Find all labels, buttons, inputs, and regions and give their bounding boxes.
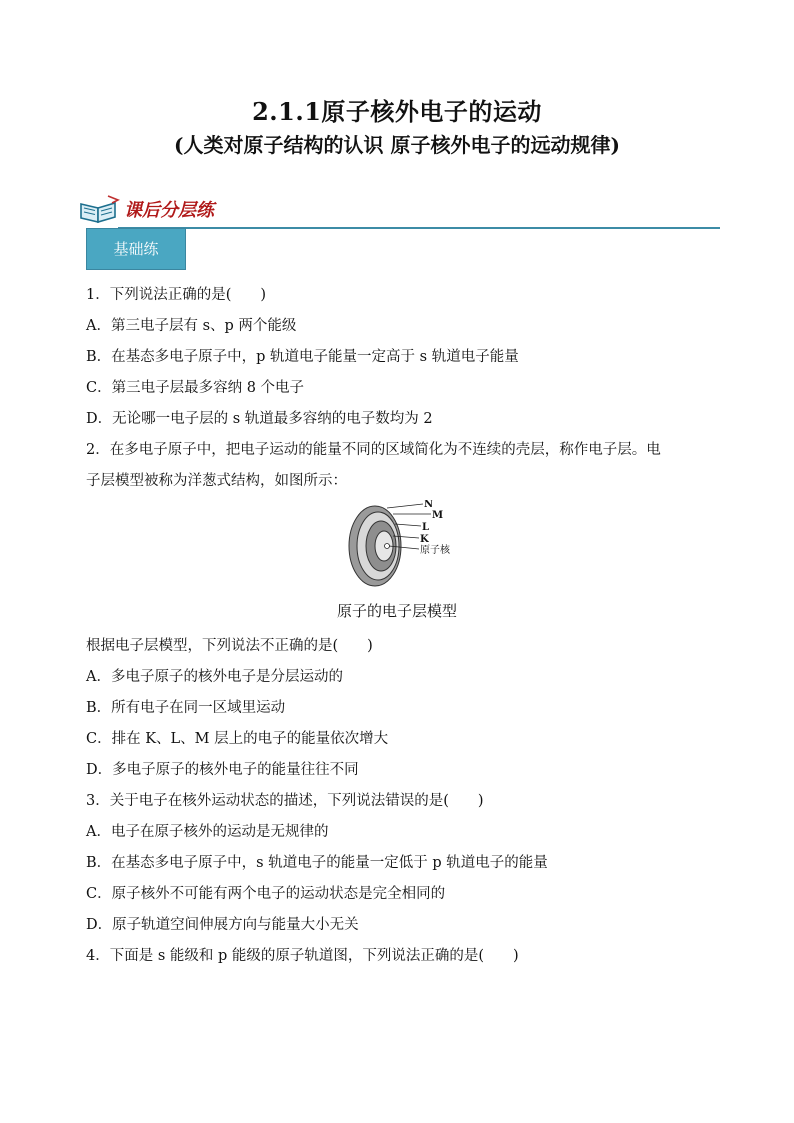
- question-1-option-b: B．在基态多电子原子中，p 轨道电子能量一定高于 s 轨道电子能量: [86, 349, 519, 365]
- question-2-stem-line-2: 子层模型被称为洋葱式结构，如图所示：: [86, 473, 347, 489]
- question-3-option-d: D．原子轨道空间伸展方向与能量大小无关: [86, 917, 359, 933]
- question-2-stem-line-1: 2．在多电子原子中，把电子运动的能量不同的区域简化为不连续的壳层，称作电子层。电: [86, 442, 661, 458]
- question-3-option-b: B．在基态多电子原子中，s 轨道电子的能量一定低于 p 轨道电子的能量: [86, 855, 548, 871]
- page-subtitle: (人类对原子结构的认识 原子核外电子的远动规律): [174, 133, 620, 157]
- question-2-option-b: B．所有电子在同一区域里运动: [86, 700, 286, 716]
- question-2-stem-line-3: 根据电子层模型，下列说法不正确的是( ): [86, 638, 373, 654]
- question-4-stem: 4．下面是 s 能级和 p 能级的原子轨道图，下列说法正确的是( ): [86, 948, 519, 964]
- figure-caption: 原子的电子层模型: [336, 602, 457, 620]
- question-2-option-c: C．排在 K、L、M 层上的电子的能量依次增大: [86, 731, 389, 747]
- nucleus-label: 原子核: [420, 545, 450, 556]
- question-1-option-d: D．无论哪一电子层的 s 轨道最多容纳的电子数均为 2: [86, 411, 433, 427]
- shell-label-k: K: [420, 534, 429, 545]
- question-1-stem: 1．下列说法正确的是( ): [86, 287, 267, 303]
- electron-shell-figure: [347, 500, 467, 592]
- question-3-stem: 3．关于电子在核外运动状态的描述，下列说法错误的是( ): [86, 793, 484, 809]
- shell-label-l: L: [422, 522, 430, 533]
- shell-label-n: N: [424, 500, 434, 510]
- nucleus: [385, 544, 390, 549]
- section-divider: [118, 227, 720, 229]
- shell-label-m: M: [432, 510, 444, 521]
- question-2-option-d: D．多电子原子的核外电子的能量往往不同: [86, 762, 359, 778]
- question-2-option-a: A．多电子原子的核外电子是分层运动的: [86, 669, 343, 685]
- section-header: [78, 190, 720, 230]
- question-1-option-a: A．第三电子层有 s、p 两个能级: [86, 318, 297, 334]
- question-1-option-c: C．第三电子层最多容纳 8 个电子: [86, 380, 305, 396]
- section-label: 课后分层练: [124, 200, 214, 221]
- question-3-option-a: A．电子在原子核外的运动是无规律的: [86, 824, 329, 840]
- tab-basic-practice[interactable]: 基础练: [86, 228, 186, 270]
- question-3-option-c: C．原子核外不可能有两个电子的运动状态是完全相同的: [86, 886, 446, 902]
- page-title: 2.1.1原子核外电子的运动: [252, 97, 542, 126]
- open-book-icon: [78, 194, 120, 224]
